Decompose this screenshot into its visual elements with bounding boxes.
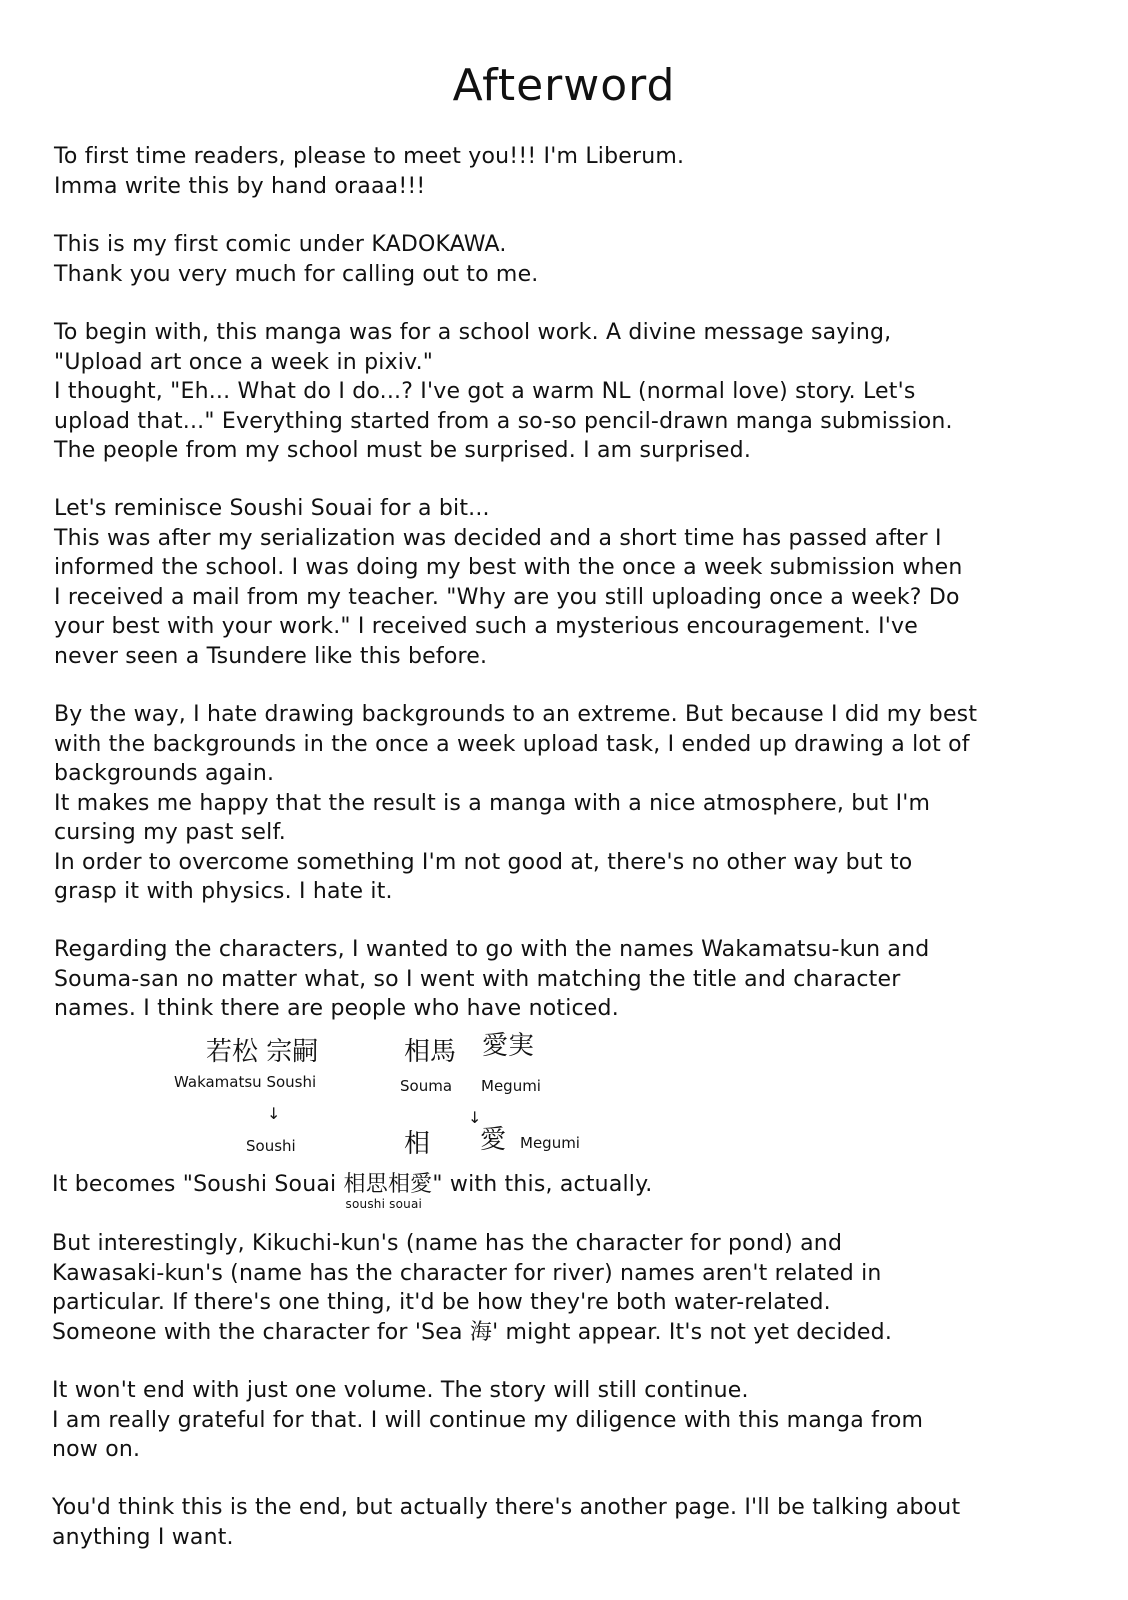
arrow-down-icon: ↓	[267, 1104, 281, 1123]
text-line: It makes me happy that the result is a manga with a nice atmosphere, but I'm	[54, 790, 931, 816]
name2-romaji-given: Megumi	[481, 1077, 541, 1095]
paragraph-backgrounds	[54, 700, 1084, 907]
name1-romaji: Wakamatsu Soushi	[174, 1073, 317, 1091]
result1-romaji: Soushi	[246, 1137, 296, 1155]
text-line: "Upload art once a week in pixiv."	[54, 349, 434, 375]
text-line: Let's reminisce Soushi Souai for a bit...	[54, 496, 490, 521]
text-line: I received a mail from my teacher. "Why are you still uploading once a week? Do	[54, 584, 960, 610]
text-line: Souma-san no matter what, so I went with matching the title and character	[54, 966, 901, 992]
result2-kanji-a: 相	[404, 1129, 431, 1159]
name2-kanji-family: 相馬	[404, 1037, 457, 1067]
text-line: The people from my school must be surprised. I am surprised.	[54, 438, 752, 463]
name2-kanji-given: 愛実	[482, 1031, 535, 1061]
text-line: anything I want.	[52, 1524, 234, 1550]
text-line: Imma write this by hand oraaa!!!	[54, 173, 426, 199]
text-line: This is my first comic under KADOKAWA.	[54, 232, 507, 257]
text-line: To first time readers, please to meet you!!! I'm Liberum.	[54, 144, 685, 169]
result2-romaji: Megumi	[520, 1134, 580, 1152]
name1-kanji: 若松 宗嗣	[206, 1037, 319, 1067]
text-line: Someone with the character for 'Sea 海' might appear. It's not yet decided.	[52, 1319, 893, 1345]
paragraph-greeting	[54, 142, 1084, 201]
name2-romaji-family: Souma	[400, 1077, 453, 1095]
text-line: Kawasaki-kun's (name has the character for river) names aren't related in	[52, 1260, 882, 1286]
text-line: But interestingly, Kikuchi-kun's (name has the character for pond) and	[52, 1231, 843, 1256]
text-line: This was after my serialization was decided and a short time has passed after I	[54, 525, 942, 551]
text-line: informed the school. I was doing my best with the once a week submission when	[54, 555, 963, 580]
text-line: names. I think there are people who have noticed.	[54, 996, 619, 1021]
result2-kanji-b: 愛	[480, 1125, 507, 1155]
paragraph-kadokawa	[54, 230, 1084, 289]
paragraph-origin	[54, 318, 1084, 466]
text-line: cursing my past self.	[54, 820, 286, 845]
text-line: To begin with, this manga was for a school work. A divine message saying,	[54, 320, 892, 345]
arrow-down-icon: ↓	[468, 1108, 482, 1127]
text-line: You'd think this is the end, but actually there's another page. I'll be talking about	[52, 1495, 961, 1520]
text-line: never seen a Tsundere like this before.	[54, 643, 488, 669]
furigana: soushi souai	[345, 1197, 423, 1211]
text-line: grasp it with physics. I hate it.	[54, 879, 393, 904]
text-line: I thought, "Eh... What do I do...? I've got a warm NL (normal love) story. Let's	[54, 379, 916, 404]
paragraph-other-names	[52, 1229, 1082, 1347]
paragraph-characters	[54, 935, 1084, 1024]
becomes-text-before: It becomes "Soushi Souai	[52, 1172, 344, 1197]
page-title: Afterword	[452, 60, 676, 111]
becomes-text-after: " with this, actually.	[432, 1172, 653, 1197]
text-line: Thank you very much for calling out to me.	[54, 261, 539, 287]
paragraph-reminisce	[54, 494, 1084, 671]
text-line: By the way, I hate drawing backgrounds to an extreme. But because I did my best	[54, 702, 978, 727]
text-line: upload that..." Everything started from a so-so pencil-drawn manga submission.	[54, 408, 953, 434]
text-line: your best with your work." I received such a mysterious encouragement. I've	[54, 614, 918, 639]
text-line: I am really grateful for that. I will continue my diligence with this manga from	[52, 1407, 924, 1433]
text-line: backgrounds again.	[54, 761, 275, 786]
text-line: In order to overcome something I'm not good at, there's no other way but to	[54, 849, 913, 875]
text-line: particular. If there's one thing, it'd be how they're both water-related.	[52, 1290, 831, 1315]
text-line: Regarding the characters, I wanted to go with the names Wakamatsu-kun and	[54, 937, 930, 962]
becomes-line	[52, 1170, 1082, 1211]
paragraph-continue	[52, 1376, 1082, 1465]
becomes-kanji: 相思相愛	[343, 1172, 433, 1197]
text-line: It won't end with just one volume. The story will still continue.	[52, 1378, 749, 1403]
text-line: with the backgrounds in the once a week upload task, I ended up drawing a lot of	[54, 731, 970, 757]
text-line: now on.	[52, 1437, 141, 1462]
paragraph-another-page	[52, 1493, 1082, 1552]
